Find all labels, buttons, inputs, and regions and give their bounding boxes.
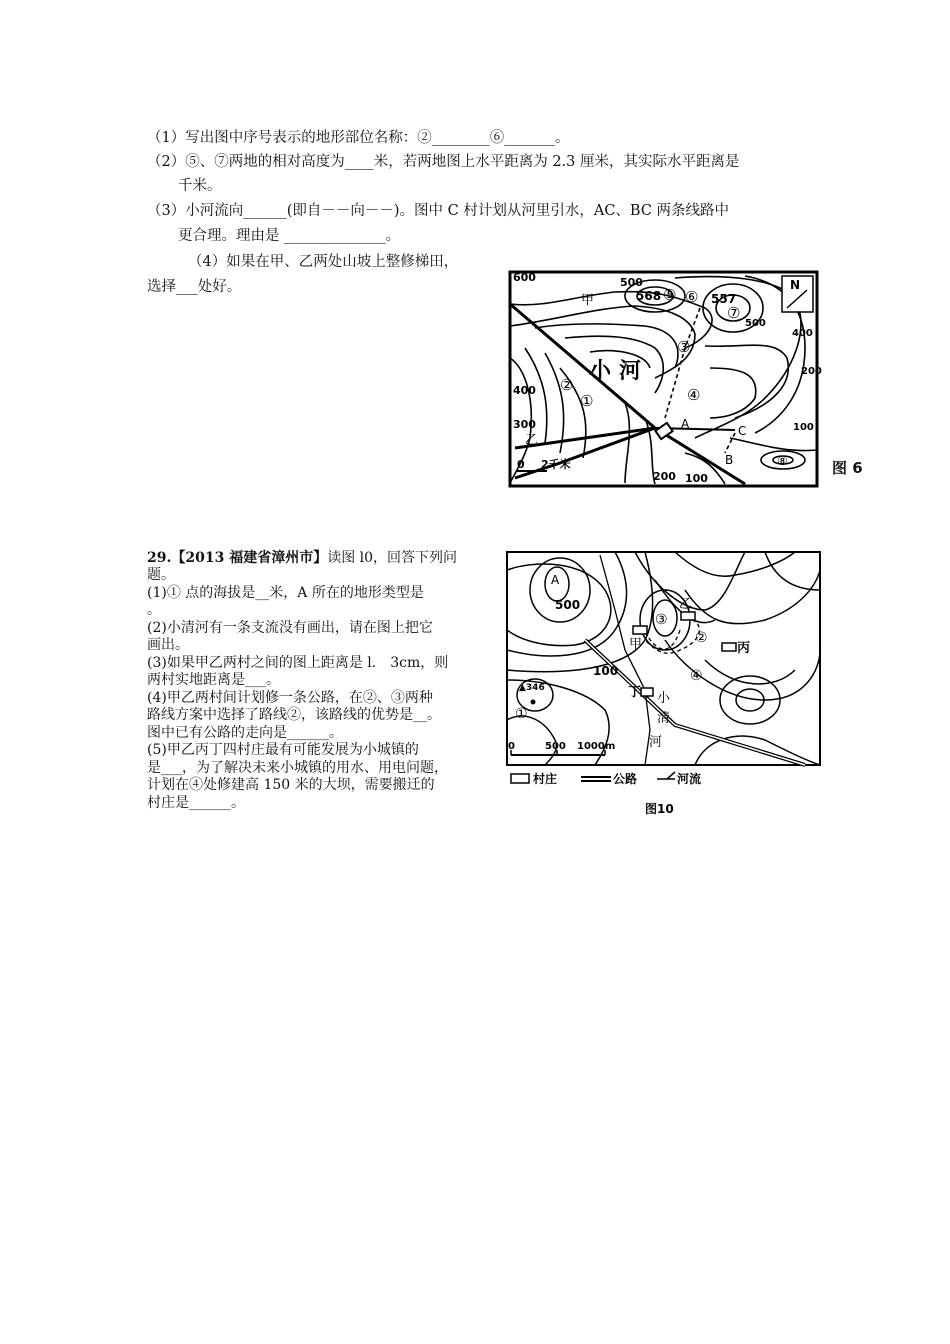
q1-line-6: （4）如果在甲、乙两处山坡上整修梯田， <box>188 254 459 270</box>
q29-line-8: 两村实地距离是___。 <box>147 672 280 688</box>
q29-line-14: 计划在④处修建高 150 米的大坝，需要搬迁的 <box>147 777 435 793</box>
figure-10-contour-map <box>505 550 825 822</box>
q29-line-13: 是___，为了解决未来小城镇的用水、用电问题， <box>147 760 448 776</box>
q29-line-15: 村庄是______。 <box>147 795 245 811</box>
q1-line-5: 更合理。理由是 ______________。 <box>178 228 401 244</box>
q29-line-5: (2)小清河有一条支流没有画出，请在图上把它 <box>147 620 433 636</box>
figure-6-contour-map <box>505 268 825 492</box>
q29-line-1 <box>147 549 457 567</box>
fig10-village-ding: 丁 <box>628 685 642 700</box>
fig6-elev-400a: 400 <box>792 328 813 339</box>
fig10-peak-346: ▲346 <box>519 683 545 693</box>
fig6-mark-1: ② <box>560 376 574 394</box>
fig6-mark-8: ⑧ <box>777 454 788 468</box>
q29-line-4: 。 <box>147 602 161 618</box>
fig6-point-a: A <box>681 417 690 431</box>
fig10-elev-500: 500 <box>555 598 581 612</box>
fig10-river-name-3: 河 <box>649 735 663 750</box>
fig10-legend-river: 河流 <box>677 772 702 786</box>
fig10-river-name-2: 清 <box>657 711 671 726</box>
fig6-jia: 甲 <box>581 293 595 308</box>
fig10-village-bing: 丙 <box>737 641 751 656</box>
fig10-mark-3: ③ <box>655 612 668 628</box>
fig10-scale-1000m: 1000m <box>577 741 616 752</box>
fig10-scale-500: 500 <box>545 741 566 752</box>
fig6-elev-500b: 500 <box>745 318 766 329</box>
fig6-elev-200a: 200 <box>801 366 822 377</box>
village-legend-icon <box>511 774 529 783</box>
q29-line-7: (3)如果甲乙两村之间的图上距离是 l. 3cm，则 <box>147 655 449 671</box>
fig6-mark-5: ⑤ <box>663 286 677 304</box>
fig10-mark-1: ① <box>515 706 528 722</box>
fig10-mark-4: ④ <box>690 668 703 684</box>
fig10-scale-0: 0 <box>508 741 515 752</box>
q29-line-11: 图中已有公路的走向是______。 <box>147 725 343 741</box>
fig6-elev-100a: 100 <box>793 422 814 433</box>
fig6-point-c: C <box>738 424 747 438</box>
fig6-scale-2km: 2千米 <box>541 458 571 471</box>
q29-line-3: (1)① 点的海拔是__米，A 所在的地形类型是 <box>147 585 424 601</box>
fig6-north: N <box>790 278 801 292</box>
fig6-elev-200b: 200 <box>653 470 676 483</box>
fig6-elev-400b: 400 <box>513 384 536 397</box>
fig6-elev-600: 600 <box>513 271 536 284</box>
fig6-elev-500a: 500 <box>620 276 643 289</box>
q1-line-1: （1）写出图中序号表示的地形部位名称：②________⑥_______。 <box>147 130 570 146</box>
q29-title: 29.【2013 福建省漳州市】 <box>147 550 328 566</box>
q29-line-12: (5)甲乙丙丁四村庄最有可能发展为小城镇的 <box>147 742 419 758</box>
fig6-mark-6: ⑥ <box>685 288 699 306</box>
fig10-river-name-1: 小 <box>657 691 671 706</box>
q1-line-7: 选择___处好。 <box>147 279 242 295</box>
fig6-elev-100b: 100 <box>685 472 708 485</box>
fig6-point-b: B <box>725 453 734 467</box>
q1-line-4: （3）小河流向______(即自－－向－－)。图中 C 村计划从河里引水，AC、BC 两条线路中 <box>147 203 730 219</box>
fig10-legend-road: 公路 <box>613 772 638 786</box>
q29-line-6: 画出。 <box>147 637 189 653</box>
fig6-mark-4: ④ <box>687 386 701 404</box>
fig6-river-name: 小河 <box>589 359 650 384</box>
fig6-scale-0: 0 <box>517 458 525 471</box>
fig6-mark-2: ① <box>580 392 594 410</box>
q29-line-1-text: 读图 l0，回答下列问 <box>327 550 458 566</box>
fig6-mark-3: ③ <box>677 338 691 356</box>
fig6-yi: 乙 <box>525 433 539 448</box>
fig6-mark-7: ⑦ <box>727 304 741 322</box>
q1-line-2: （2）⑤、⑦两地的相对高度为____米，若两地图上水平距离为 2.3 厘米，其实际水平距离是 <box>147 154 740 170</box>
fig10-point-a: A <box>551 573 560 587</box>
q1-line-3: 千米。 <box>178 178 222 194</box>
fig10-elev-100: 100 <box>593 664 619 678</box>
q29-line-9: (4)甲乙两村间计划修一条公路，在②、③两种 <box>147 690 433 706</box>
river-legend-icon <box>657 772 675 779</box>
fig10-village-yi: 乙 <box>679 597 693 612</box>
fig10-village-jia: 甲 <box>629 637 643 652</box>
fig6-elev-300: 300 <box>513 418 536 431</box>
q29-line-2: 题。 <box>147 567 175 583</box>
fig10-legend-village: 村庄 <box>533 772 558 786</box>
fig10-mark-2: ② <box>695 630 708 646</box>
figure-6-caption: 图 6 <box>832 459 863 477</box>
q29-line-10: 路线方案中选择了路线②，该路线的优势是__。 <box>147 707 441 723</box>
figure-10-caption: 图10 <box>645 802 674 816</box>
fig6-elev-557: 557 <box>711 292 737 306</box>
fig6-elev-568: 568 <box>636 289 662 303</box>
